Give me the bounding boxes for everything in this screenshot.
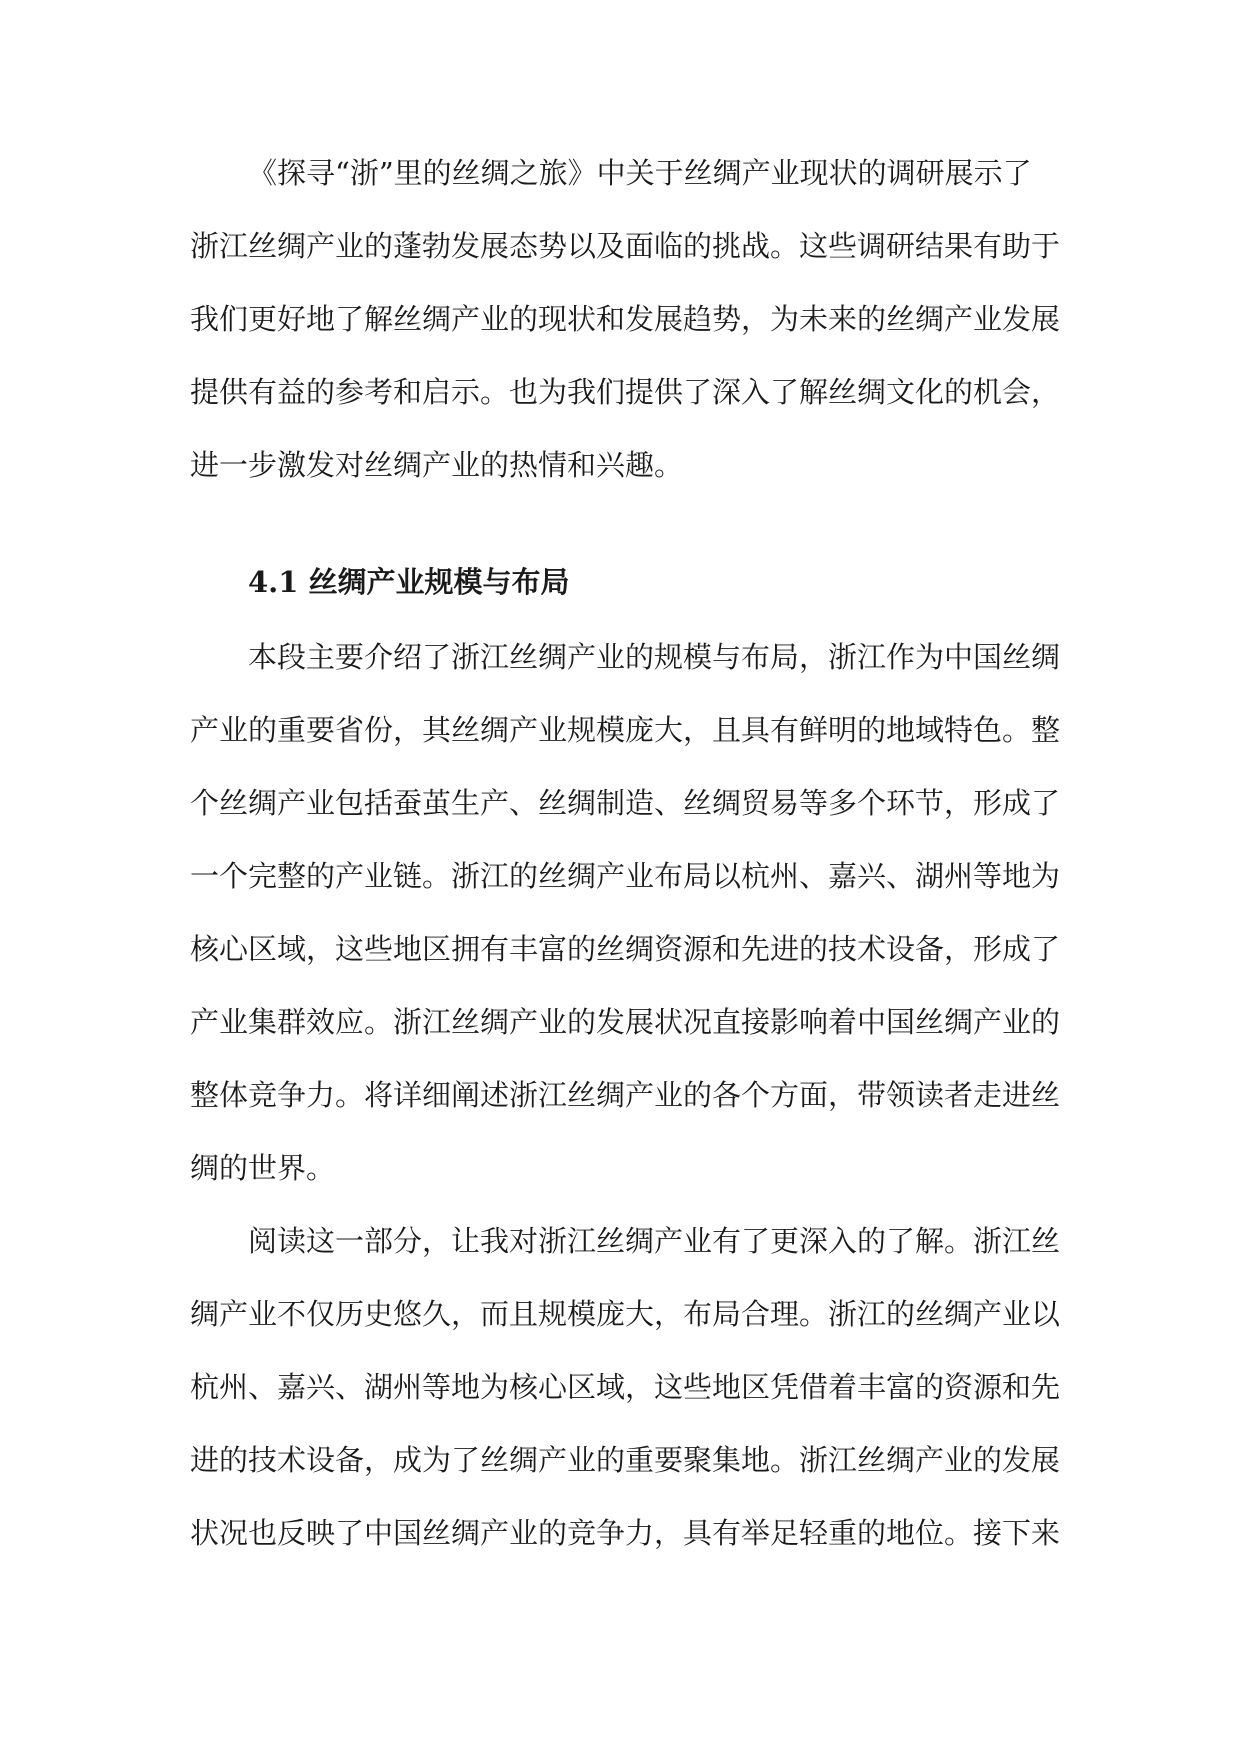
paragraph-line: 核心区域，这些地区拥有丰富的丝绸资源和先进的技术设备，形成了 [190,932,1061,966]
paragraph-line: 产业的重要省份，其丝绸产业规模庞大，且具有鲜明的地域特色。整 [190,713,1061,747]
paragraph-line: 进的技术设备，成为了丝绸产业的重要聚集地。浙江丝绸产业的发展 [190,1443,1061,1477]
paragraph-line: 提供有益的参考和启示。也为我们提供了深入了解丝绸文化的机会， [190,375,1061,409]
paragraph-line: 绸的世界。 [190,1151,336,1185]
paragraph-line: 《探寻“浙”里的丝绸之旅》中关于丝绸产业现状的调研展示了 [248,156,1032,190]
paragraph-line: 个丝绸产业包括蚕茧生产、丝绸制造、丝绸贸易等多个环节，形成了 [190,786,1061,820]
paragraph-line: 产业集群效应。浙江丝绸产业的发展状况直接影响着中国丝绸产业的 [190,1005,1061,1039]
paragraph-line: 本段主要介绍了浙江丝绸产业的规模与布局，浙江作为中国丝绸 [248,640,1061,674]
paragraph-line: 一个完整的产业链。浙江的丝绸产业布局以杭州、嘉兴、湖州等地为 [190,859,1061,893]
paragraph-line: 整体竞争力。将详细阐述浙江丝绸产业的各个方面，带领读者走进丝 [190,1078,1061,1112]
paragraph-line: 杭州、嘉兴、湖州等地为核心区域，这些地区凭借着丰富的资源和先 [190,1370,1061,1404]
paragraph-line: 绸产业不仅历史悠久，而且规模庞大，布局合理。浙江的丝绸产业以 [190,1297,1061,1331]
paragraph-line: 状况也反映了中国丝绸产业的竞争力，具有举足轻重的地位。接下来 [190,1516,1061,1550]
paragraph-line: 阅读这一部分，让我对浙江丝绸产业有了更深入的了解。浙江丝 [248,1224,1061,1258]
paragraph-line: 浙江丝绸产业的蓬勃发展态势以及面临的挑战。这些调研结果有助于 [190,229,1061,263]
section-heading: 4.1 丝绸产业规模与布局 [248,565,570,599]
paragraph-line: 我们更好地了解丝绸产业的现状和发展趋势，为未来的丝绸产业发展 [190,302,1061,336]
paragraph-line: 进一步激发对丝绸产业的热情和兴趣。 [190,448,684,482]
